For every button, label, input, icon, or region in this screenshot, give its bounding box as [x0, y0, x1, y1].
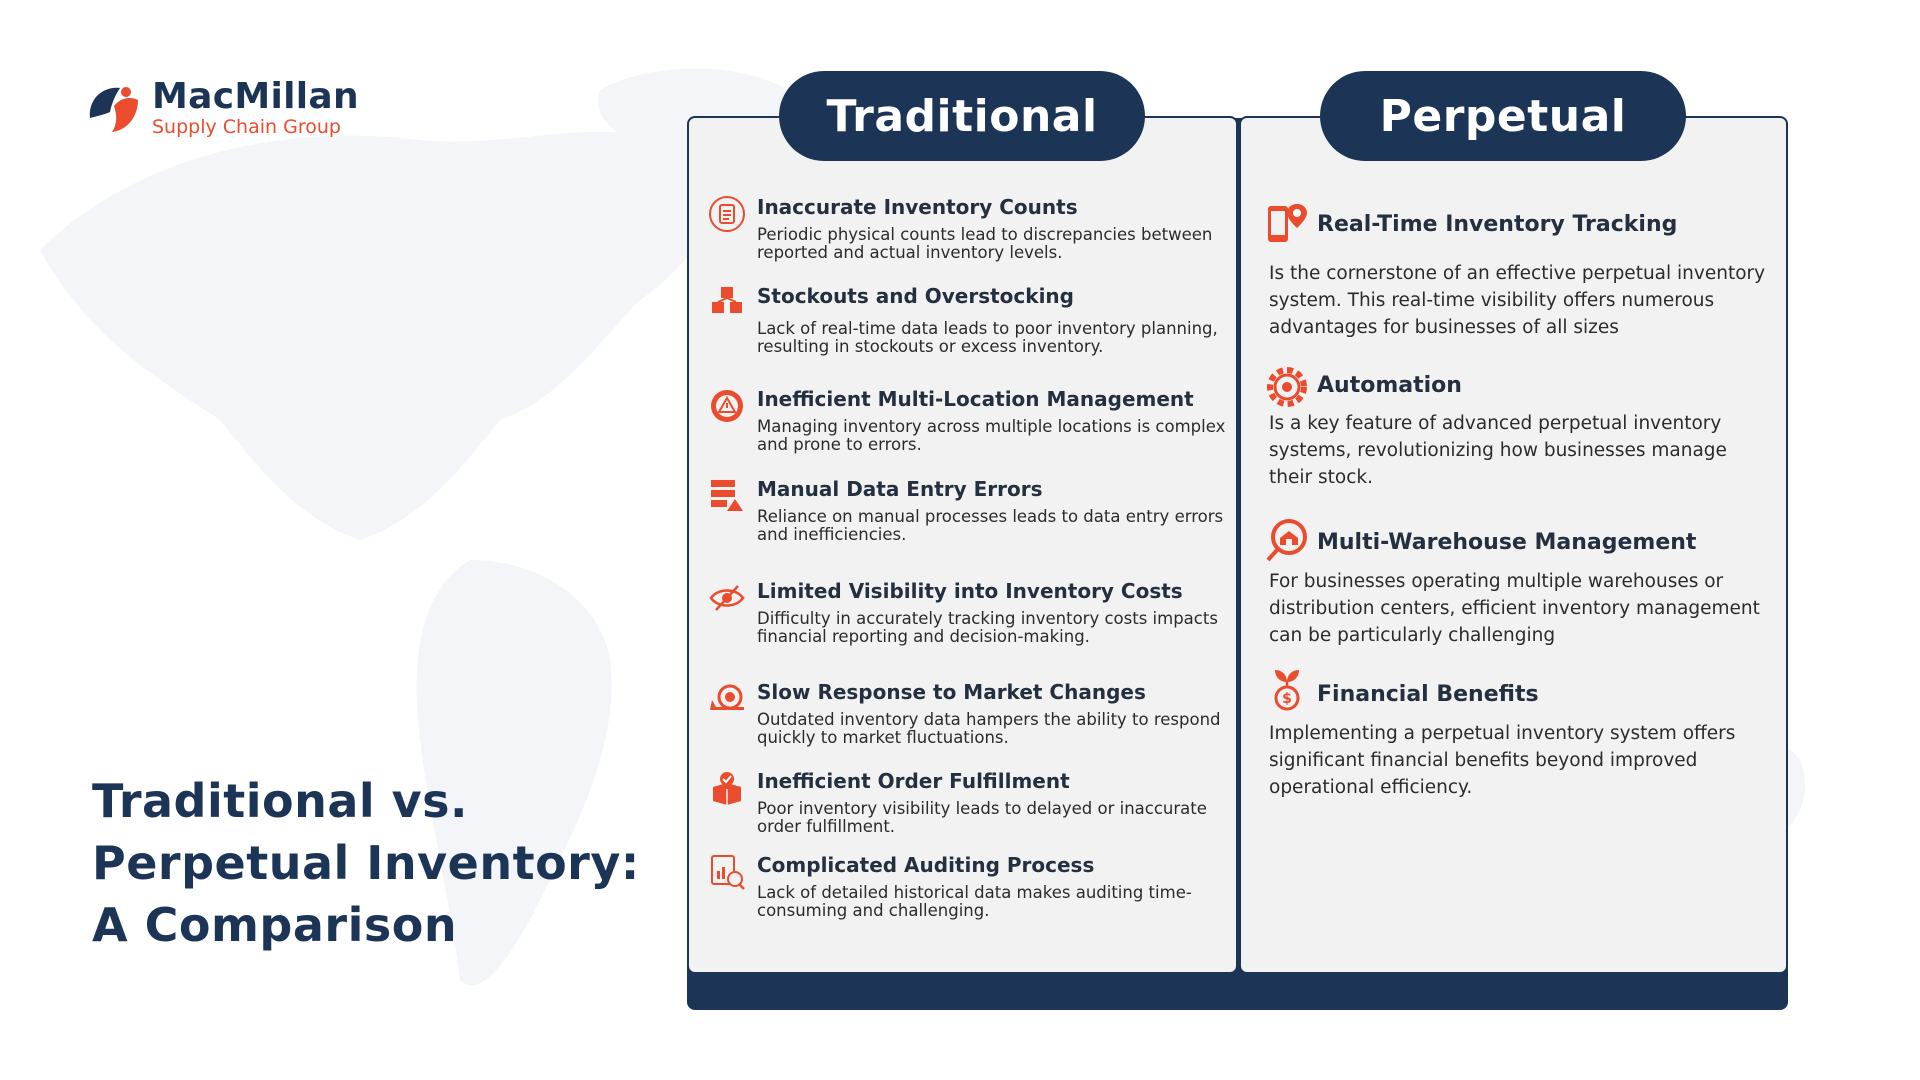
- clipboard-icon: [708, 195, 746, 233]
- traditional-item-desc: Periodic physical counts lead to discrepancies between reported and actual inventory levels.: [757, 225, 1213, 262]
- page-title-line-1: Traditional vs.: [92, 774, 469, 828]
- traditional-item-title: Inefficient Order Fulfillment: [757, 769, 1070, 793]
- svg-text:$: $: [1282, 691, 1292, 707]
- page-title: [92, 770, 652, 956]
- perpetual-item-title: Automation: [1317, 373, 1462, 398]
- traditional-item-title: Complicated Auditing Process: [757, 853, 1095, 877]
- phone-location-icon: [1265, 202, 1309, 246]
- traditional-item-desc: Outdated inventory data hampers the ability to respond quickly to market fluctuations.: [757, 710, 1221, 747]
- page-title-line-3: A Comparison: [92, 898, 458, 952]
- traditional-item-title: Limited Visibility into Inventory Costs: [757, 579, 1183, 603]
- traditional-item-title: Inefficient Multi-Location Management: [757, 387, 1194, 411]
- traditional-item-desc: Lack of detailed historical data makes auditing time-consuming and challenging.: [757, 883, 1192, 920]
- perpetual-heading: Perpetual: [1320, 71, 1686, 161]
- package-check-icon: [708, 769, 746, 807]
- snail-icon: [708, 680, 746, 718]
- traditional-item-desc: Reliance on manual processes leads to data entry errors and inefficiencies.: [757, 507, 1224, 544]
- traditional-item-desc: Managing inventory across multiple locations is complex and prone to errors.: [757, 417, 1226, 454]
- brand-subtitle: Supply Chain Group: [152, 116, 341, 138]
- perpetual-item-title: Multi-Warehouse Management: [1317, 530, 1697, 555]
- audit-report-icon: [708, 853, 746, 891]
- money-plant-icon: [1265, 668, 1309, 712]
- traditional-item-desc: Difficulty in accurately tracking inventory costs impacts financial reporting and decision-making.: [757, 609, 1218, 646]
- warning-gear-icon: [708, 387, 746, 425]
- brand-name: MacMillan: [152, 76, 359, 117]
- traditional-heading: Traditional: [779, 71, 1145, 161]
- brand-logo: [86, 78, 359, 138]
- traditional-item-title: Stockouts and Overstocking: [757, 284, 1074, 308]
- data-entry-icon: [708, 477, 746, 515]
- perpetual-item-title: Financial Benefits: [1317, 682, 1539, 707]
- traditional-item-title: Slow Response to Market Changes: [757, 680, 1146, 704]
- page-title-line-2: Perpetual Inventory:: [92, 836, 640, 890]
- macmillan-logo-icon: [86, 80, 142, 136]
- traditional-item-title: Inaccurate Inventory Counts: [757, 195, 1078, 219]
- perpetual-item-desc: Is the cornerstone of an effective perpetual inventory system. This real-time visibility offers numerous advantages for businesses of all sizes: [1269, 263, 1766, 338]
- hidden-eye-icon: [708, 579, 746, 617]
- perpetual-item-desc: Implementing a perpetual inventory system offers significant financial benefits beyond improved operational efficiency.: [1269, 723, 1736, 798]
- perpetual-item-desc: Is a key feature of advanced perpetual inventory systems, revolutionizing how businesses manage their stock.: [1269, 413, 1727, 488]
- gear-icon: [1265, 365, 1309, 409]
- traditional-item-desc: Lack of real-time data leads to poor inventory planning, resulting in stockouts or excess inventory.: [757, 319, 1218, 356]
- perpetual-item-title: Real-Time Inventory Tracking: [1317, 212, 1678, 237]
- boxes-icon: [708, 284, 746, 322]
- warehouse-search-icon: [1265, 518, 1309, 562]
- perpetual-item-desc: For businesses operating multiple warehouses or distribution centers, efficient inventory management can be particularly challenging: [1269, 571, 1760, 646]
- traditional-item-title: Manual Data Entry Errors: [757, 477, 1043, 501]
- traditional-item-desc: Poor inventory visibility leads to delayed or inaccurate order fulfillment.: [757, 799, 1207, 836]
